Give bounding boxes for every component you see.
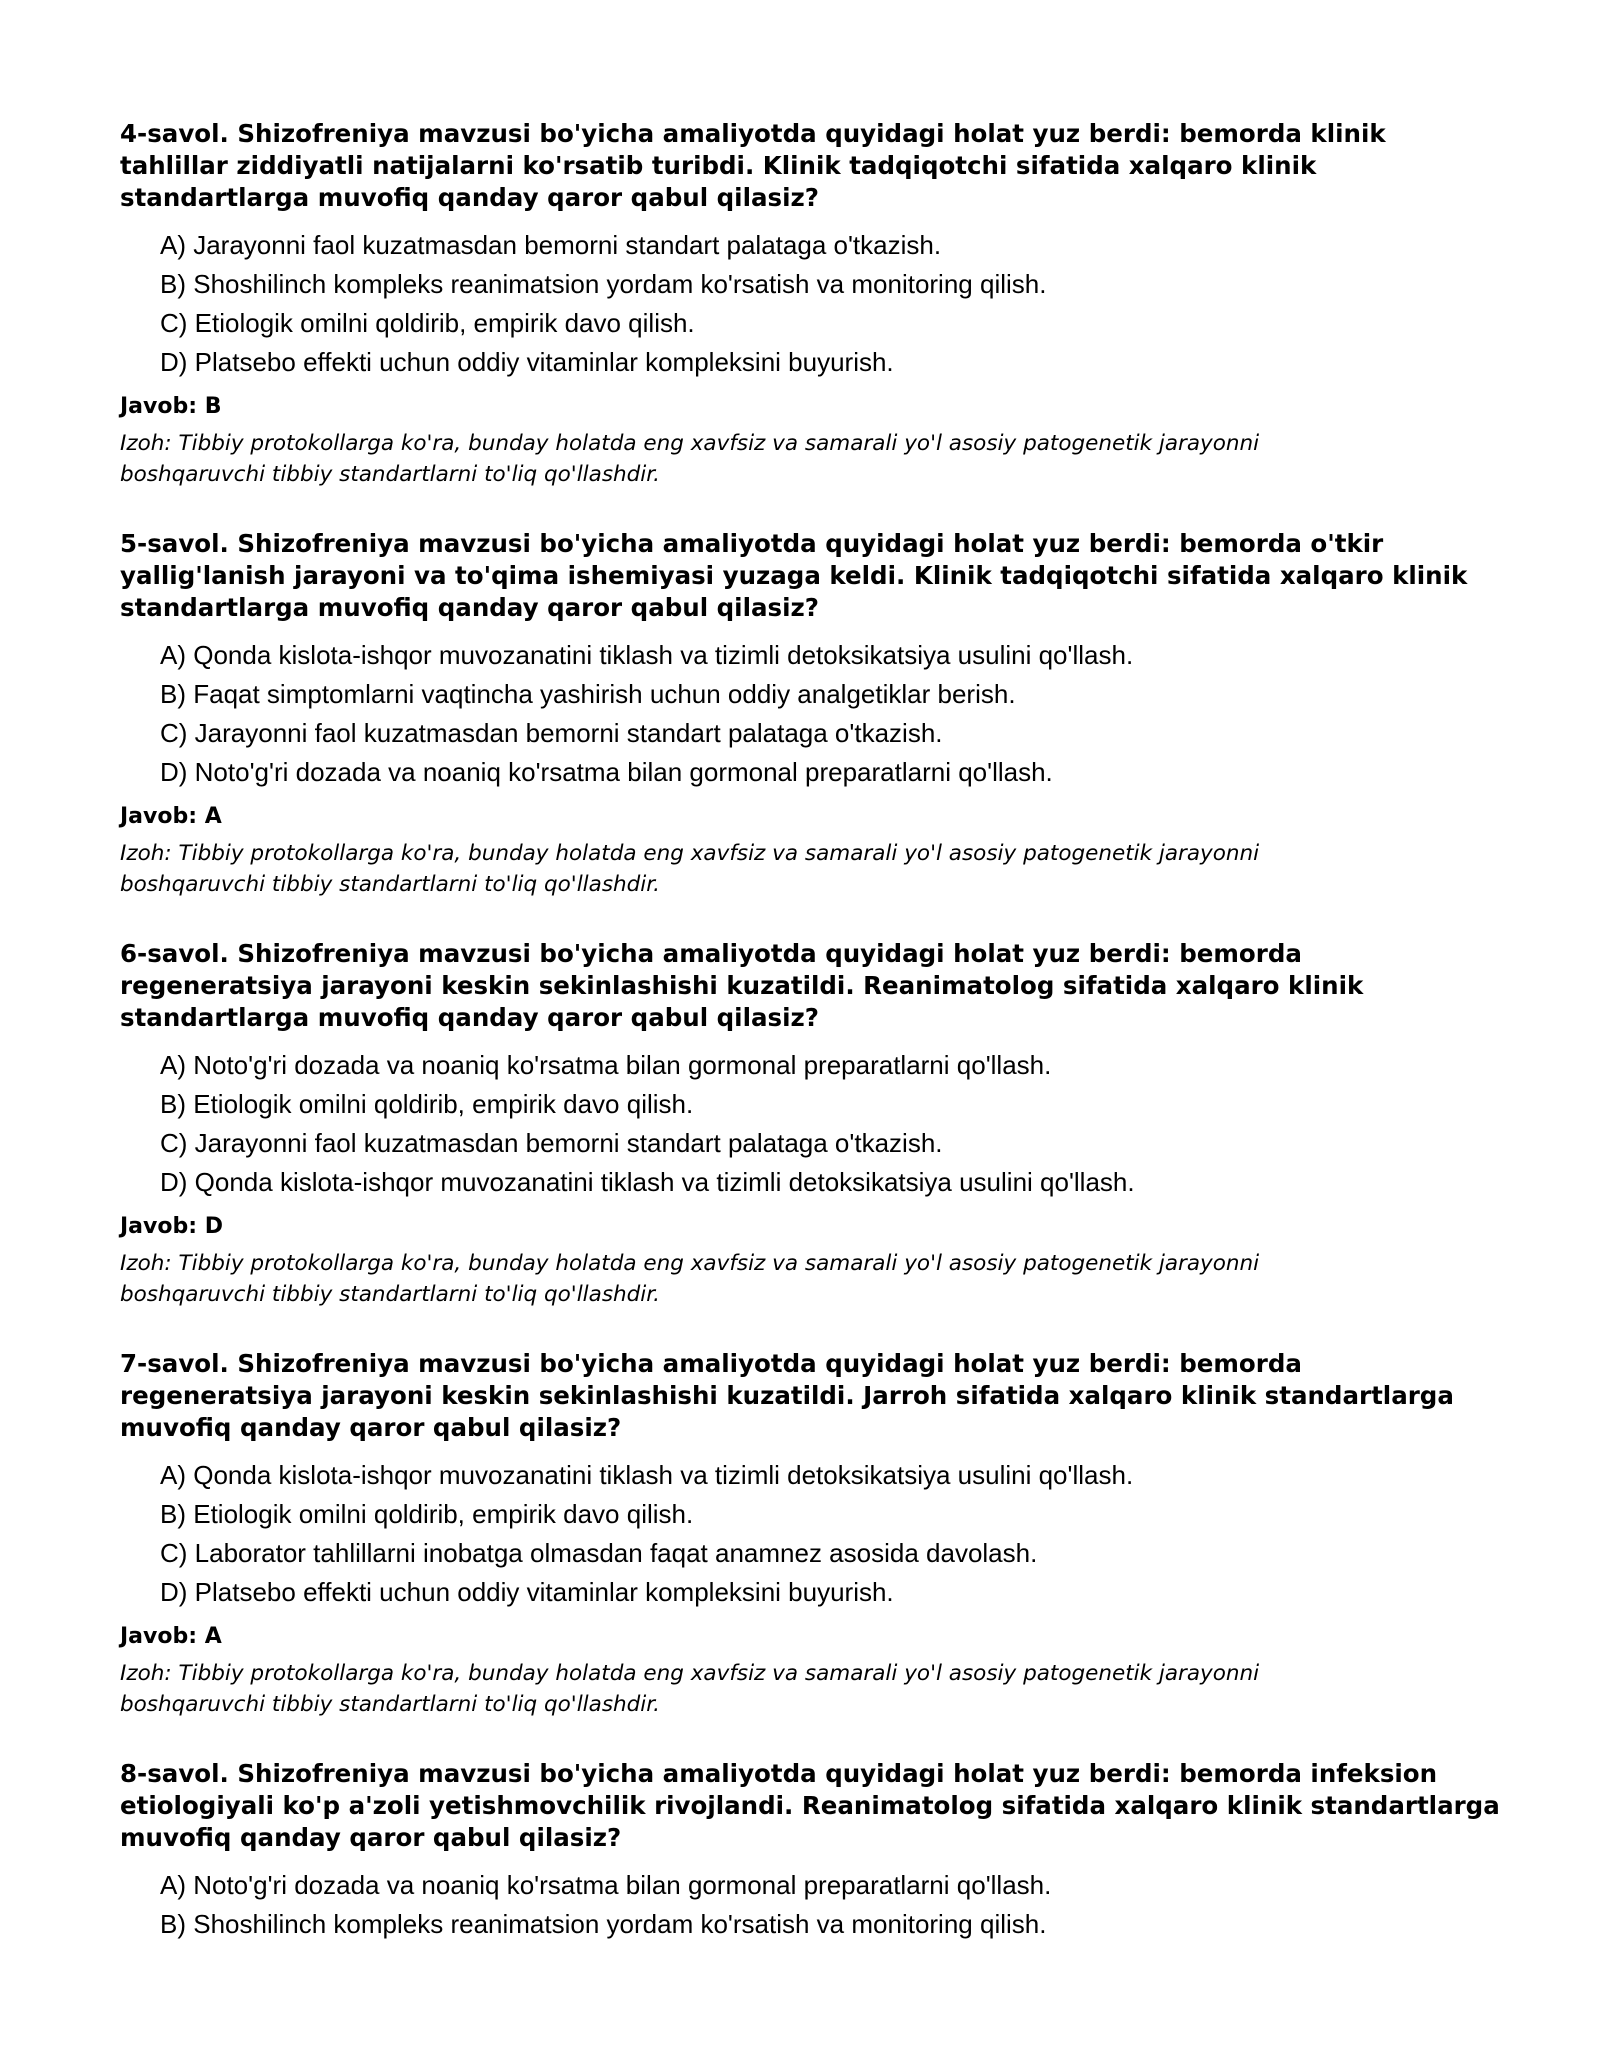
- option-a: A) Noto'g'ri dozada va noaniq ko'rsatma bilan gormonal preparatlarni qo'llash.: [160, 1870, 1052, 1900]
- question-title: 5-savol. Shizofreniya mavzusi bo'yicha amaliyotda quyidagi holat yuz berdi: bemorda o'tkir yallig'lanish jarayoni va to'qima ishemiyasi yuzaga keldi. Klinik tadqiqotchi sifatida xalqaro klinik standartlarga muvofiq qanday qaror qabul qilasiz?: [120, 529, 1468, 622]
- question-5: [120, 528, 1500, 900]
- question-4: [120, 118, 1500, 490]
- option-a: A) Qonda kislota-ishqor muvozanatini tiklash va tizimli detoksikatsiya usulini qo'llash.: [160, 640, 1134, 670]
- option-a: A) Qonda kislota-ishqor muvozanatini tiklash va tizimli detoksikatsiya usulini qo'llash.: [160, 1460, 1134, 1490]
- option-d: D) Qonda kislota-ishqor muvozanatini tiklash va tizimli detoksikatsiya usulini qo'llash.: [160, 1167, 1135, 1197]
- option-d: D) Noto'g'ri dozada va noaniq ko'rsatma bilan gormonal preparatlarni qo'llash.: [160, 757, 1053, 787]
- document-page: [120, 118, 1500, 1982]
- option-list: [120, 1866, 1500, 1944]
- answer-label: Javob: D: [120, 1214, 223, 1239]
- option-b: B) Shoshilinch kompleks reanimatsion yordam ko'rsatish va monitoring qilish.: [160, 1909, 1047, 1939]
- explanation: Izoh: Tibbiy protokollarga ko'ra, bunday holatda eng xavfsiz va samarali yo'l asosiy patogenetik jarayonni boshqaruvchi tibbiy standartlarni to'liq qo'llashdir.: [120, 1251, 1260, 1307]
- question-title: 8-savol. Shizofreniya mavzusi bo'yicha amaliyotda quyidagi holat yuz berdi: bemorda infeksion etiologiyali ko'p a'zoli yetishmovchilik rivojlandi. Reanimatolog sifatida xalqaro klinik standartlarga muvofiq qanday qaror qabul qilasiz?: [120, 1759, 1500, 1852]
- question-title: 7-savol. Shizofreniya mavzusi bo'yicha amaliyotda quyidagi holat yuz berdi: bemorda regeneratsiya jarayoni keskin sekinlashishi kuzatildi. Jarroh sifatida xalqaro klinik standartlarga muvofiq qanday qaror qabul qilasiz?: [120, 1349, 1454, 1442]
- option-list: [120, 636, 1500, 792]
- explanation: Izoh: Tibbiy protokollarga ko'ra, bunday holatda eng xavfsiz va samarali yo'l asosiy patogenetik jarayonni boshqaruvchi tibbiy standartlarni to'liq qo'llashdir.: [120, 1661, 1260, 1717]
- option-a: A) Jarayonni faol kuzatmasdan bemorni standart palataga o'tkazish.: [160, 230, 942, 260]
- option-a: A) Noto'g'ri dozada va noaniq ko'rsatma bilan gormonal preparatlarni qo'llash.: [160, 1050, 1052, 1080]
- question-7: [120, 1348, 1500, 1720]
- option-d: D) Platsebo effekti uchun oddiy vitaminlar kompleksini buyurish.: [160, 1577, 894, 1607]
- question-title: 6-savol. Shizofreniya mavzusi bo'yicha amaliyotda quyidagi holat yuz berdi: bemorda regeneratsiya jarayoni keskin sekinlashishi kuzatildi. Reanimatolog sifatida xalqaro klinik standartlarga muvofiq qanday qaror qabul qilasiz?: [120, 939, 1364, 1032]
- option-c: C) Jarayonni faol kuzatmasdan bemorni standart palataga o'tkazish.: [160, 1128, 943, 1158]
- option-list: [120, 1046, 1500, 1202]
- option-b: B) Etiologik omilni qoldirib, empirik davo qilish.: [160, 1089, 694, 1119]
- option-c: C) Laborator tahlillarni inobatga olmasdan faqat anamnez asosida davolash.: [160, 1538, 1038, 1568]
- answer-label: Javob: B: [120, 394, 222, 419]
- explanation: Izoh: Tibbiy protokollarga ko'ra, bunday holatda eng xavfsiz va samarali yo'l asosiy patogenetik jarayonni boshqaruvchi tibbiy standartlarni to'liq qo'llashdir.: [120, 431, 1260, 487]
- explanation: Izoh: Tibbiy protokollarga ko'ra, bunday holatda eng xavfsiz va samarali yo'l asosiy patogenetik jarayonni boshqaruvchi tibbiy standartlarni to'liq qo'llashdir.: [120, 841, 1260, 897]
- option-c: C) Etiologik omilni qoldirib, empirik davo qilish.: [160, 308, 695, 338]
- option-d: D) Platsebo effekti uchun oddiy vitaminlar kompleksini buyurish.: [160, 347, 894, 377]
- option-list: [120, 226, 1500, 382]
- option-b: B) Faqat simptomlarni vaqtincha yashirish uchun oddiy analgetiklar berish.: [160, 679, 1016, 709]
- option-b: B) Etiologik omilni qoldirib, empirik davo qilish.: [160, 1499, 694, 1529]
- question-8: [120, 1758, 1500, 1944]
- question-title: 4-savol. Shizofreniya mavzusi bo'yicha amaliyotda quyidagi holat yuz berdi: bemorda klinik tahlillar ziddiyatli natijalarni ko'rsatib turibdi. Klinik tadqiqotchi sifatida xalqaro klinik standartlarga muvofiq qanday qaror qabul qilasiz?: [120, 119, 1386, 212]
- answer-label: Javob: A: [120, 1624, 222, 1649]
- answer-label: Javob: A: [120, 804, 222, 829]
- option-b: B) Shoshilinch kompleks reanimatsion yordam ko'rsatish va monitoring qilish.: [160, 269, 1047, 299]
- option-list: [120, 1456, 1500, 1612]
- option-c: C) Jarayonni faol kuzatmasdan bemorni standart palataga o'tkazish.: [160, 718, 943, 748]
- question-6: [120, 938, 1500, 1310]
